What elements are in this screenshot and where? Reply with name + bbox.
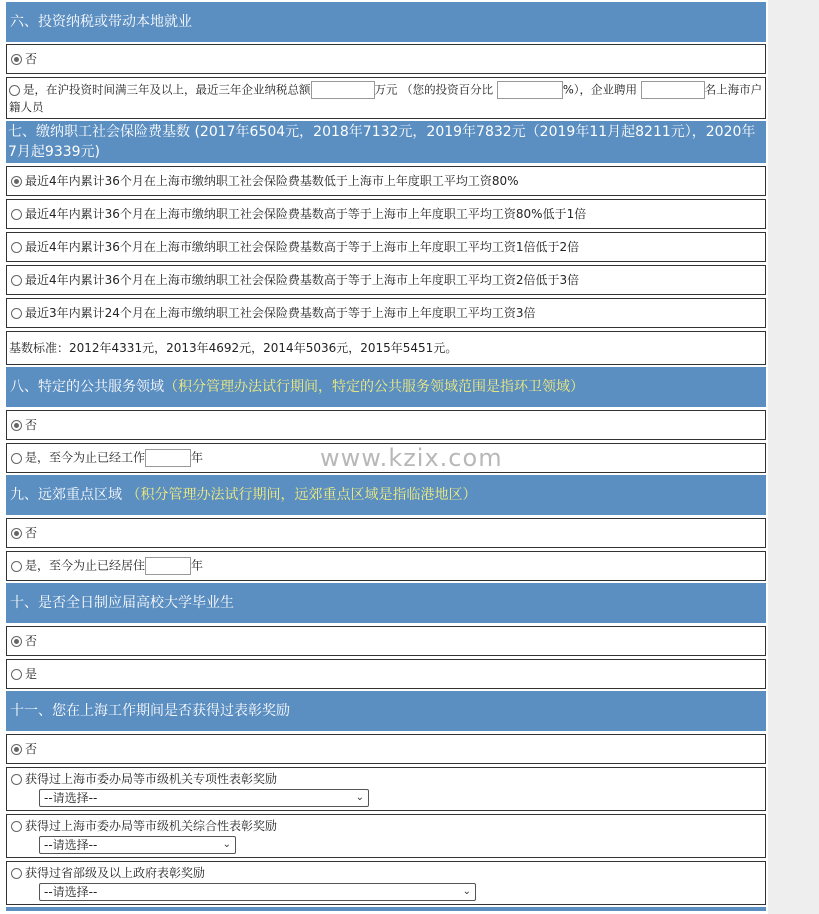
s7-opt4-radio[interactable]	[11, 275, 22, 286]
section-7-title: 七、缴纳职工社会保险费基数 (2017年6504元，2018年7132元，2019年7832元（2019年11月起8211元），2020年7月起9339元)	[8, 124, 756, 160]
s9-yes-radio[interactable]	[11, 561, 22, 572]
s11-award2-select-value: --请选择--	[44, 838, 98, 852]
section-10-header	[6, 583, 766, 623]
chevron-down-icon: ⌄	[222, 839, 231, 850]
s11-award3-radio[interactable]	[11, 868, 22, 879]
s11-award3-select-value: --请选择--	[44, 885, 98, 899]
s8-no-label: 否	[25, 418, 38, 432]
s8-no-radio[interactable]	[11, 420, 22, 431]
s10-option-yes[interactable]	[6, 659, 766, 689]
investment-percent-input[interactable]	[497, 81, 563, 99]
s8-years-input[interactable]	[145, 449, 191, 467]
employee-count-input[interactable]	[641, 81, 705, 99]
section-8-title: 八、特定的公共服务领域	[10, 379, 164, 395]
chevron-down-icon: ⌄	[462, 886, 471, 897]
s7-standard-text: 基数标准：2012年4331元，2013年4692元，2014年5036元，2015年5451元。	[9, 341, 458, 355]
s7-opt1-label: 最近4年内累计36个月在上海市缴纳职工社会保险费基数低于上海市上年度职工平均工资80%	[25, 174, 519, 188]
s7-option-4[interactable]	[6, 265, 766, 295]
section-10-title: 十、是否全日制应届高校大学毕业生	[10, 595, 234, 611]
s11-award3-select[interactable]	[39, 883, 476, 901]
s9-years-unit: 年	[191, 558, 204, 573]
s11-award2-radio[interactable]	[11, 821, 22, 832]
s11-option-no[interactable]	[6, 734, 766, 764]
section-8-note: （积分管理办法试行期间，特定的公共服务领域范围是指环卫领域）	[164, 379, 584, 395]
section-12-header-partial	[6, 907, 766, 911]
section-11-title: 十一、您在上海工作期间是否获得过表彰奖励	[10, 703, 290, 719]
s9-yes-label: 是，至今为止已经居住	[25, 558, 146, 573]
s7-opt1-radio[interactable]	[11, 176, 22, 187]
section-7-header	[6, 121, 766, 163]
section-9-header	[6, 475, 766, 515]
s8-years-unit: 年	[191, 450, 204, 465]
s7-option-5[interactable]	[6, 298, 766, 328]
s7-option-2[interactable]	[6, 199, 766, 229]
right-gutter	[768, 0, 819, 914]
s11-award2-select[interactable]	[39, 836, 236, 854]
s6-option-yes[interactable]	[6, 77, 766, 119]
section-6-title: 六、投资纳税或带动本地就业	[10, 14, 192, 30]
s6-no-radio[interactable]	[11, 54, 22, 65]
chevron-down-icon: ⌄	[355, 792, 364, 803]
s9-no-radio[interactable]	[11, 528, 22, 539]
s6-yes-radio[interactable]	[9, 85, 20, 96]
s11-award-3[interactable]	[6, 861, 766, 905]
watermark: www.kzix.com	[320, 444, 503, 472]
s11-award3-label: 获得过省部级及以上政府表彰奖励	[25, 866, 206, 880]
s10-option-no[interactable]	[6, 626, 766, 656]
s7-opt3-label: 最近4年内累计36个月在上海市缴纳职工社会保险费基数高于等于上海市上年度职工平均工资1倍低于2倍	[25, 240, 580, 254]
section-9-note: （积分管理办法试行期间，远郊重点区域是指临港地区）	[126, 487, 477, 503]
s11-award1-radio[interactable]	[11, 774, 22, 785]
section-6-header	[6, 2, 766, 42]
section-11-header	[6, 691, 766, 731]
s6-yes-text-4: 名上海市户籍人员	[9, 82, 763, 114]
s9-option-no[interactable]	[6, 518, 766, 548]
s6-yes-text-3: %），企业聘用	[562, 82, 637, 97]
s10-no-label: 否	[25, 634, 38, 648]
section-8-header	[6, 367, 766, 407]
s7-option-1[interactable]	[6, 166, 766, 196]
s11-award1-label: 获得过上海市委办局等市级机关专项性表彰奖励	[25, 772, 278, 786]
s7-opt5-label: 最近3年内累计24个月在上海市缴纳职工社会保险费基数高于等于上海市上年度职工平均工资3倍	[25, 306, 536, 320]
s11-award-1[interactable]	[6, 767, 766, 811]
section-9-title: 九、远郊重点区域	[10, 487, 122, 503]
s6-yes-text-2: 万元 （您的投资百分比	[374, 82, 494, 97]
s7-opt2-radio[interactable]	[11, 209, 22, 220]
s7-opt3-radio[interactable]	[11, 242, 22, 253]
s10-yes-radio[interactable]	[11, 669, 22, 680]
s6-yes-text-1: 是，在沪投资时间满三年及以上，最近三年企业纳税总额	[23, 82, 311, 97]
s8-yes-radio[interactable]	[11, 453, 22, 464]
s7-opt2-label: 最近4年内累计36个月在上海市缴纳职工社会保险费基数高于等于上海市上年度职工平均工资80%低于1倍	[25, 207, 587, 221]
s11-no-radio[interactable]	[11, 744, 22, 755]
s11-award1-select-value: --请选择--	[44, 791, 98, 805]
s8-option-no[interactable]	[6, 410, 766, 440]
s7-option-3[interactable]	[6, 232, 766, 262]
s7-opt5-radio[interactable]	[11, 308, 22, 319]
s9-option-yes[interactable]	[6, 551, 766, 581]
s11-award2-label: 获得过上海市委办局等市级机关综合性表彰奖励	[25, 819, 278, 833]
s8-yes-label: 是，至今为止已经工作	[25, 450, 146, 465]
s10-no-radio[interactable]	[11, 636, 22, 647]
s7-standard-note	[6, 331, 766, 365]
s6-option-no[interactable]	[6, 44, 766, 74]
s10-yes-label: 是	[25, 667, 38, 681]
tax-total-input[interactable]	[311, 81, 375, 99]
s9-no-label: 否	[25, 526, 38, 540]
s11-award-2[interactable]	[6, 814, 766, 858]
s11-award1-select[interactable]	[39, 789, 369, 807]
s7-opt4-label: 最近4年内累计36个月在上海市缴纳职工社会保险费基数高于等于上海市上年度职工平均工资2倍低于3倍	[25, 273, 580, 287]
s11-no-label: 否	[25, 742, 38, 756]
s9-years-input[interactable]	[145, 557, 191, 575]
s6-no-label: 否	[25, 52, 38, 66]
